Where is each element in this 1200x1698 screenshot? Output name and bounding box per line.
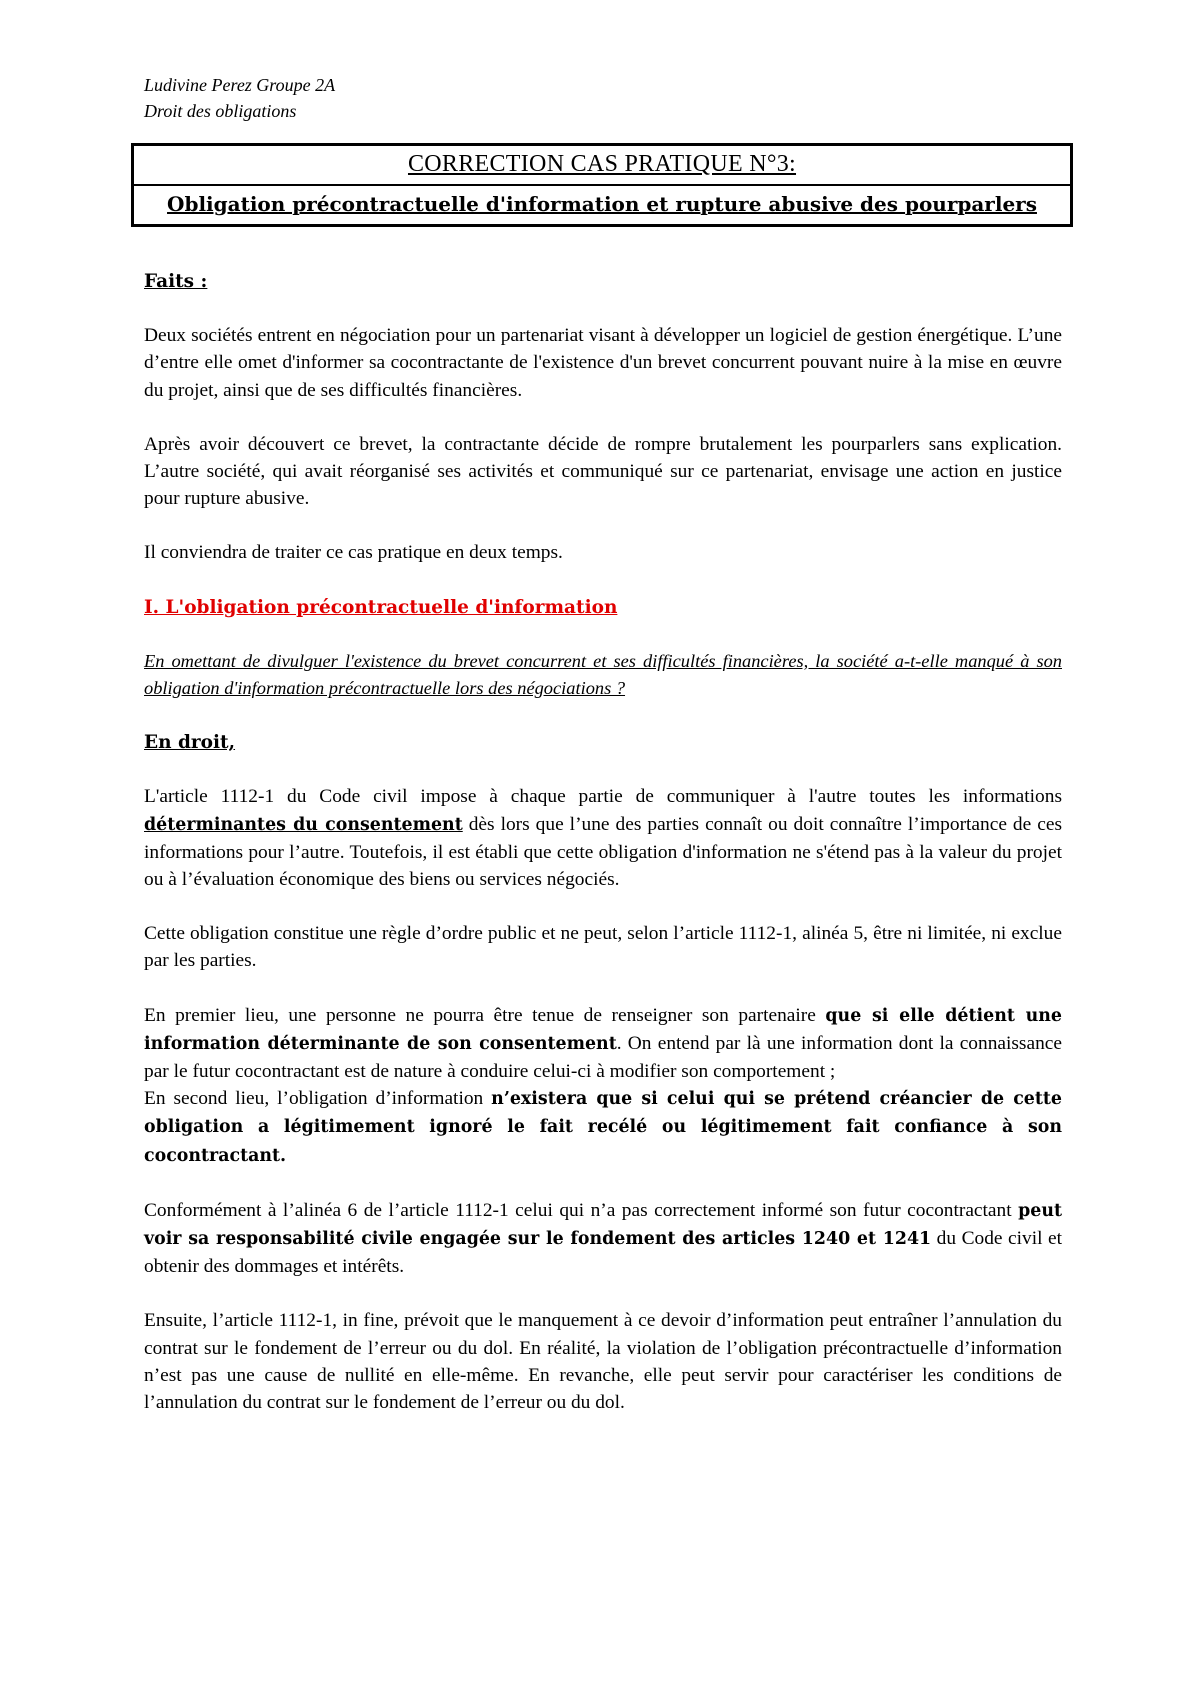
legal-question: En omettant de divulguer l'existence du brevet concurrent et ses difficultés financières, la société a-t-elle manqué à son obligation d'information précontractuelle lors des négociations ?: [144, 650, 1062, 699]
droit-paragraph-5: Conformément à l’alinéa 6 de l’article 1112-1 celui qui n’a pas correctement informé son futur cocontractant peut voir sa responsabilité civile engagée sur le fondement des articles 1240 et 1241 du Code civil et obtenir des dommages et intérêts.: [144, 1199, 1062, 1278]
faits-paragraph-3: Il conviendra de traiter ce cas pratique en deux temps.: [144, 542, 563, 564]
course-line: Droit des obligations: [144, 101, 297, 121]
droit-paragraph-6: Ensuite, l’article 1112-1, in fine, prévoit que le manquement à ce devoir d’information peut entraîner l’annulation du contrat sur le fondement de l’erreur ou du dol. En réalité, la violation de l’obligation précontractuelle d’information n’est pas une cause de nullité en elle-même. En revanche, elle peut servir pour caractériser les conditions de l’annulation du contrat sur le fondement de l’erreur ou du dol.: [144, 1310, 1062, 1414]
emphasis-responsabilite: peut voir sa responsabilité civile engagée sur le fondement des articles 1240 et 1241: [144, 1200, 1062, 1250]
droit-paragraph-2: Cette obligation constitue une règle d’ordre public et ne peut, selon l’article 1112-1, alinéa 5, être ni limitée, ni exclue par les parties.: [144, 923, 1062, 972]
document-subtitle: Obligation précontractuelle d'information et rupture abusive des pourparlers: [134, 184, 1070, 224]
droit-paragraph-1: L'article 1112-1 du Code civil impose à chaque partie de communiquer à l'autre toutes les informations déterminantes du consentement dès lors que l’une des parties connaît ou doit connaître l’importance de ces informations pour l’autre. Toutefois, il est établi que cette obligation d'information ne s'étend pas à la valeur du projet ou à l’évaluation économique des biens ou services négociés.: [144, 786, 1062, 891]
section-1-heading: I. L'obligation précontractuelle d'information: [144, 596, 618, 618]
document-body: [144, 268, 1062, 1416]
emphasis-determinantes: déterminantes du consentement: [144, 814, 463, 835]
droit-paragraph-3: En premier lieu, une personne ne pourra être tenue de renseigner son partenaire que si elle détient une information déterminante de son consentement. On entend par là une information dont la connaissance par le futur cocontractant est de nature à conduire celui-ci à modifier son comportement ;: [144, 1004, 1062, 1083]
emphasis-information-determinante: que si elle détient une information déterminante de son consentement: [144, 1005, 1062, 1054]
title-box: [131, 143, 1073, 227]
document-title: CORRECTION CAS PRATIQUE N°3:: [407, 151, 797, 177]
author-line: Ludivine Perez Groupe 2A: [144, 75, 336, 95]
droit-paragraph-4: En second lieu, l’obligation d’information n’existera que si celui qui se prétend créancier de cette obligation a légitimement ignoré le fait recélé ou légitimement fait confiance à son cocontractant.: [144, 1088, 1062, 1166]
faits-paragraph-1: Deux sociétés entrent en négociation pour un partenariat visant à développer un logiciel de gestion énergétique. L’une d’entre elle omet d'informer sa cocontractante de l'existence d'un brevet concurrent pouvant nuire à la mise en œuvre du projet, ainsi que de ses difficultés financières.: [144, 325, 1062, 401]
faits-paragraph-2: Après avoir découvert ce brevet, la contractante décide de rompre brutalement les pourparlers sans explication. L’autre société, qui avait réorganisé ses activités et communiqué sur ce partenariat, envisage une action en justice pour rupture abusive.: [144, 433, 1062, 510]
faits-heading: Faits :: [144, 271, 208, 292]
document-header: [144, 72, 335, 124]
emphasis-creancier: n’existera que si celui qui se prétend créancier de cette obligation a légitimement ignoré le fait recélé ou légitimement fait confiance à son cocontractant.: [144, 1089, 1062, 1166]
en-droit-heading: En droit,: [144, 732, 236, 754]
